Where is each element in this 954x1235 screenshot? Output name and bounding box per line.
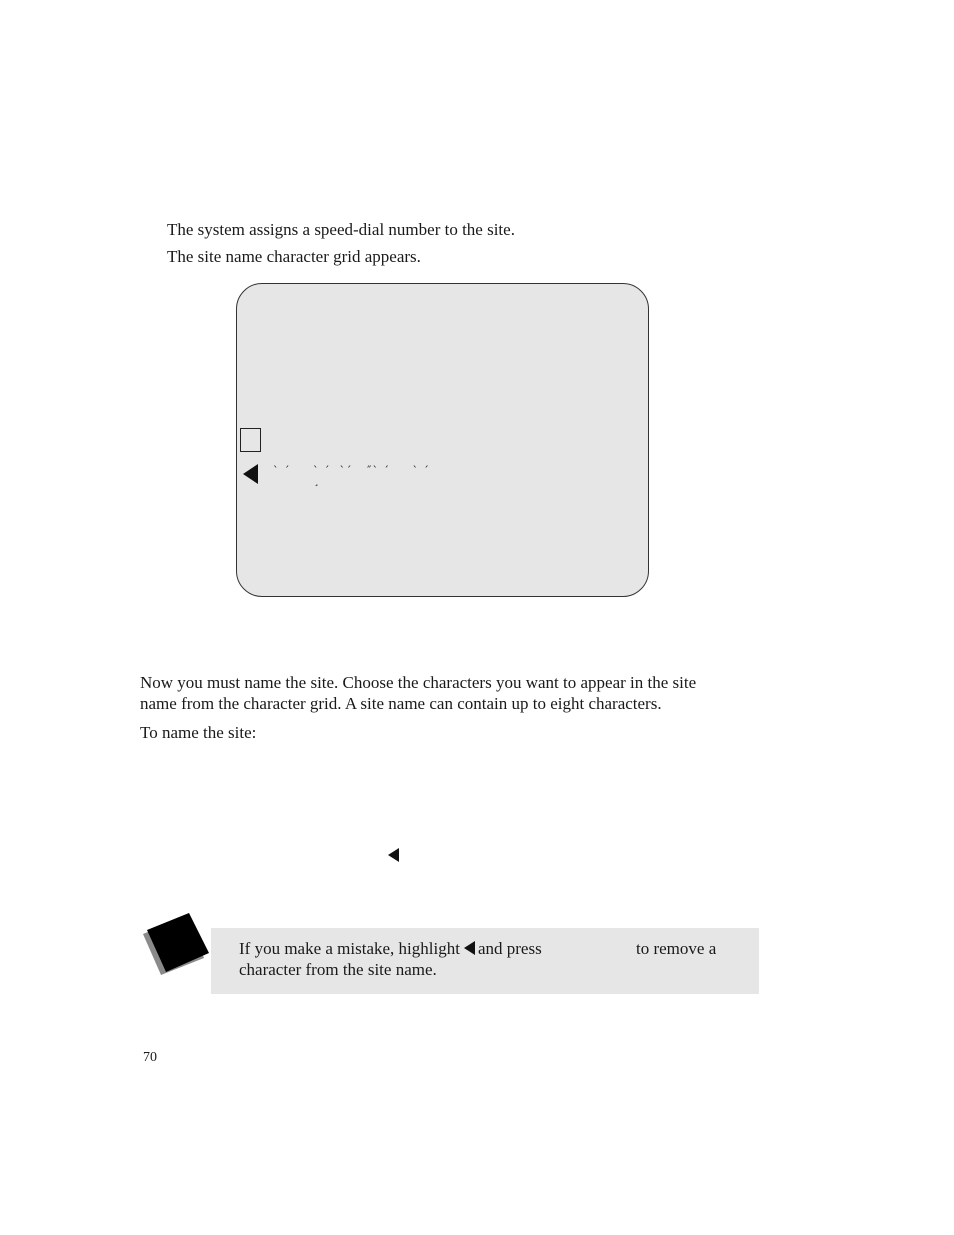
left-arrow-icon	[388, 848, 399, 862]
note-line-1	[239, 938, 542, 959]
body-paragraph-1-line-1: Now you must name the site. Choose the characters you want to appear in the site	[140, 673, 697, 692]
note-text-before-arrow: If you make a mistake, highlight	[239, 939, 460, 958]
note-box	[211, 928, 759, 994]
backspace-arrow-icon	[243, 464, 258, 484]
note-left-arrow-icon	[464, 941, 475, 955]
body-paragraph-1-line-2: name from the character grid. A site name can contain up to eight characters.	[140, 694, 662, 713]
body-paragraph-2: To name the site:	[140, 723, 257, 742]
note-diamond-icon	[142, 912, 212, 976]
cedilla-character: ¸	[314, 476, 319, 487]
character-grid-screen	[236, 283, 649, 597]
accent-characters: ` ´ ` ´ `´ ˝` ´ ` ´	[273, 464, 430, 477]
intro-line-2: The site name character grid appears.	[167, 247, 421, 266]
note-text-after-gap: to remove a	[636, 939, 717, 958]
character-cursor-box	[240, 428, 261, 452]
intro-line-1: The system assigns a speed-dial number to the site.	[167, 220, 515, 239]
note-line-2: character from the site name.	[239, 960, 437, 979]
note-text-after-arrow: and press	[477, 939, 542, 958]
page-number: 70	[143, 1050, 157, 1065]
